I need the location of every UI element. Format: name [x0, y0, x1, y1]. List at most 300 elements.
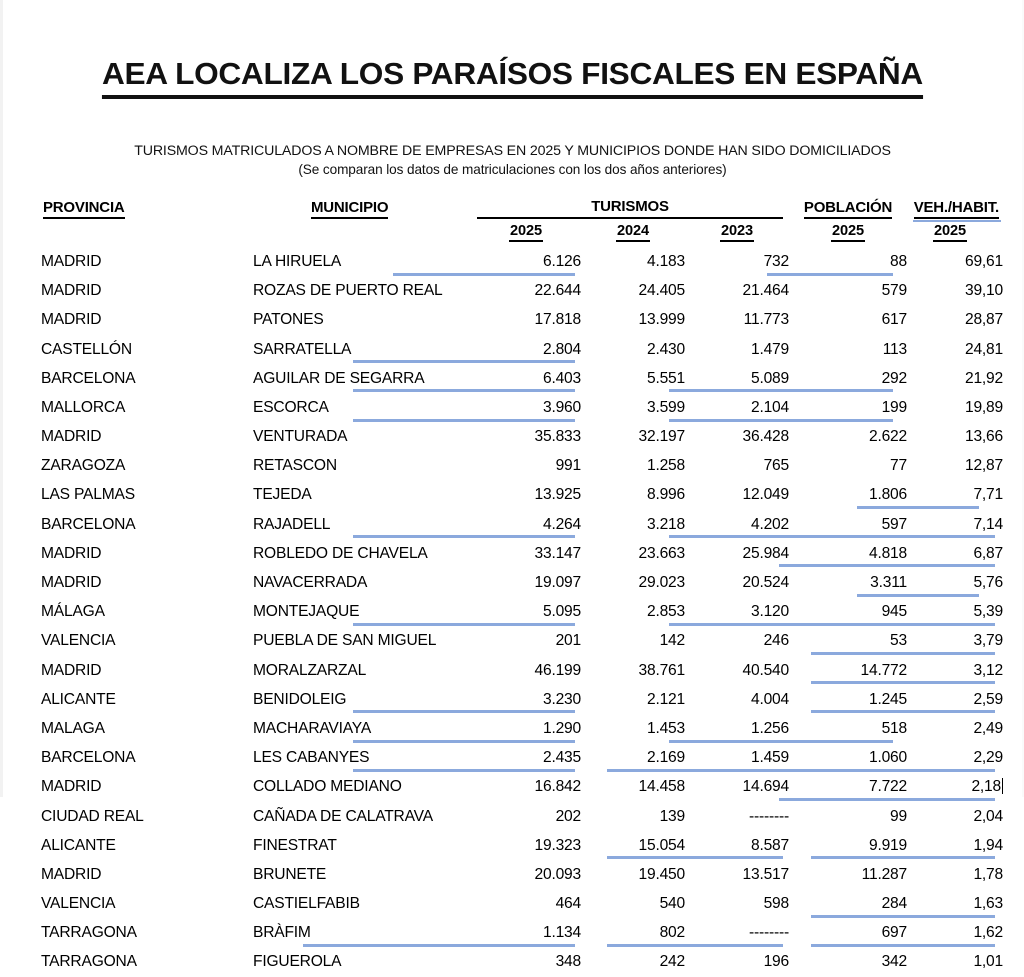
cell-poblacion[interactable]: [789, 568, 907, 597]
table-row[interactable]: [41, 744, 1003, 773]
cell-provincia-value: ALICANTE: [41, 690, 116, 708]
cell-turismos-2023-value: 13.517: [742, 865, 789, 883]
cell-provincia-value: VALENCIA: [41, 895, 116, 913]
table-row[interactable]: [41, 831, 1003, 860]
cell-poblacion[interactable]: [789, 247, 907, 276]
cell-turismos-2024-value: 2.430: [646, 340, 685, 358]
table-row[interactable]: [41, 306, 1003, 335]
cell-turismos-2024[interactable]: [581, 714, 685, 743]
cell-provincia-value: MALLORCA: [41, 398, 126, 416]
cell-turismos-2024[interactable]: [581, 948, 685, 977]
cell-poblacion[interactable]: [789, 335, 907, 364]
cell-municipio-value: BRUNETE: [253, 865, 327, 883]
cell-provincia[interactable]: [41, 860, 253, 889]
cell-turismos-2024-value: 1.258: [646, 457, 685, 475]
cell-veh-habit[interactable]: [907, 773, 1003, 802]
cell-veh-habit[interactable]: [907, 656, 1003, 685]
cell-poblacion[interactable]: [789, 423, 907, 452]
cell-turismos-2023[interactable]: [685, 890, 789, 919]
cell-poblacion-value: 697: [881, 924, 907, 942]
cell-veh-habit[interactable]: [907, 452, 1003, 481]
cell-provincia[interactable]: [41, 744, 253, 773]
cell-turismos-2025-value: 35.833: [534, 428, 581, 446]
cell-provincia[interactable]: [41, 714, 253, 743]
cell-veh-habit[interactable]: [907, 627, 1003, 656]
cell-turismos-2024-value: 2.853: [646, 603, 685, 621]
table-row[interactable]: [41, 364, 1003, 393]
cell-veh-habit[interactable]: [907, 335, 1003, 364]
cell-turismos-2025[interactable]: [471, 452, 581, 481]
cell-provincia-value: MADRID: [41, 252, 102, 270]
cell-turismos-2025[interactable]: [471, 247, 581, 276]
cell-turismos-2025[interactable]: [471, 481, 581, 510]
cell-poblacion[interactable]: [789, 539, 907, 568]
cell-veh-habit-value: 1,78: [973, 865, 1003, 883]
cell-municipio[interactable]: [253, 744, 471, 773]
cell-turismos-2023[interactable]: [685, 277, 789, 306]
cell-turismos-2025-value: 19.097: [534, 574, 581, 592]
cell-municipio[interactable]: [253, 860, 471, 889]
table-row[interactable]: [41, 335, 1003, 364]
cell-turismos-2023[interactable]: [685, 714, 789, 743]
table-row[interactable]: [41, 277, 1003, 306]
cell-municipio[interactable]: [253, 393, 471, 422]
cell-poblacion[interactable]: [789, 685, 907, 714]
cell-provincia[interactable]: [41, 335, 253, 364]
cell-poblacion[interactable]: [789, 306, 907, 335]
cell-turismos-2024[interactable]: [581, 481, 685, 510]
cell-turismos-2025[interactable]: [471, 656, 581, 685]
cell-turismos-2023[interactable]: [685, 948, 789, 977]
cell-provincia-value: MADRID: [41, 574, 102, 592]
cell-municipio[interactable]: [253, 452, 471, 481]
cell-provincia-value: VALENCIA: [41, 632, 116, 650]
cell-turismos-2025[interactable]: [471, 919, 581, 948]
cell-turismos-2025-value: 16.842: [534, 778, 581, 796]
cell-turismos-2024[interactable]: [581, 685, 685, 714]
cell-municipio[interactable]: [253, 247, 471, 276]
cell-turismos-2023-value: 2.104: [750, 398, 789, 416]
cell-turismos-2023[interactable]: [685, 423, 789, 452]
cell-turismos-2025-value: 202: [555, 807, 581, 825]
cell-turismos-2025[interactable]: [471, 627, 581, 656]
cell-turismos-2024[interactable]: [581, 773, 685, 802]
cell-turismos-2024[interactable]: [581, 364, 685, 393]
cell-provincia[interactable]: [41, 247, 253, 276]
cell-turismos-2025[interactable]: [471, 744, 581, 773]
cell-provincia[interactable]: [41, 685, 253, 714]
cell-veh-habit[interactable]: [907, 568, 1003, 597]
cell-poblacion-value: 53: [890, 632, 907, 650]
cell-veh-habit-value: 1,94: [973, 836, 1003, 854]
cell-turismos-2023[interactable]: [685, 860, 789, 889]
cell-provincia[interactable]: [41, 919, 253, 948]
cell-turismos-2023[interactable]: [685, 481, 789, 510]
cell-turismos-2024[interactable]: [581, 452, 685, 481]
cell-veh-habit-value: 24,81: [964, 340, 1003, 358]
cell-turismos-2023[interactable]: [685, 831, 789, 860]
cell-turismos-2024[interactable]: [581, 627, 685, 656]
cell-veh-habit-value: 5,76: [973, 574, 1003, 592]
cell-provincia-value: LAS PALMAS: [41, 486, 135, 504]
cell-poblacion-value: 617: [881, 311, 907, 329]
cell-turismos-2025[interactable]: [471, 393, 581, 422]
cell-turismos-2023[interactable]: [685, 598, 789, 627]
table-row[interactable]: [41, 598, 1003, 627]
cell-veh-habit-value: 7,71: [973, 486, 1003, 504]
cell-turismos-2023-value: 14.694: [742, 778, 789, 796]
cell-municipio[interactable]: [253, 627, 471, 656]
cell-turismos-2023[interactable]: [685, 247, 789, 276]
cell-poblacion-value: 518: [881, 719, 907, 737]
table-row[interactable]: [41, 773, 1003, 802]
cell-turismos-2023-value: 196: [763, 953, 789, 971]
cell-turismos-2025-value: 33.147: [534, 544, 581, 562]
table-row[interactable]: [41, 685, 1003, 714]
cell-turismos-2023[interactable]: [685, 685, 789, 714]
cell-poblacion[interactable]: [789, 598, 907, 627]
cell-provincia-value: BARCELONA: [41, 749, 136, 767]
cell-veh-habit[interactable]: [907, 860, 1003, 889]
cell-turismos-2025[interactable]: [471, 423, 581, 452]
subheader-veh-habit-2025-label: 2025: [933, 223, 967, 242]
cell-turismos-2025-value: 348: [555, 953, 581, 971]
cell-municipio[interactable]: [253, 714, 471, 743]
cell-turismos-2024[interactable]: [581, 831, 685, 860]
cell-turismos-2025[interactable]: [471, 598, 581, 627]
cell-turismos-2025[interactable]: [471, 773, 581, 802]
subheader-poblacion-2025-label: 2025: [831, 223, 865, 242]
cell-provincia-value: MADRID: [41, 661, 102, 679]
cell-poblacion[interactable]: [789, 860, 907, 889]
cell-turismos-2025-value: 17.818: [534, 311, 581, 329]
cell-turismos-2023-value: 598: [763, 895, 789, 913]
cell-turismos-2023[interactable]: [685, 627, 789, 656]
cell-municipio[interactable]: [253, 510, 471, 539]
cell-turismos-2024[interactable]: [581, 510, 685, 539]
cell-turismos-2024[interactable]: [581, 423, 685, 452]
cell-turismos-2024[interactable]: [581, 890, 685, 919]
cell-turismos-2023[interactable]: [685, 393, 789, 422]
cell-turismos-2023-value: 1.256: [750, 719, 789, 737]
subtitle-line-1: TURISMOS MATRICULADOS A NOMBRE DE EMPRESAS EN 2025 Y MUNICIPIOS DONDE HAN SIDO DOMICILIADOS: [134, 143, 891, 160]
cell-poblacion-value: 77: [890, 457, 907, 475]
cell-municipio[interactable]: [253, 948, 471, 977]
table-row[interactable]: [41, 510, 1003, 539]
cell-turismos-2023[interactable]: [685, 335, 789, 364]
cell-municipio[interactable]: [253, 306, 471, 335]
cell-turismos-2023[interactable]: [685, 452, 789, 481]
cell-turismos-2023[interactable]: [685, 656, 789, 685]
cell-turismos-2023[interactable]: [685, 568, 789, 597]
cell-turismos-2025[interactable]: [471, 539, 581, 568]
table-row[interactable]: [41, 656, 1003, 685]
cell-turismos-2023[interactable]: [685, 306, 789, 335]
cell-turismos-2025[interactable]: [471, 277, 581, 306]
cell-veh-habit[interactable]: [907, 948, 1003, 977]
cell-turismos-2023-value: 8.587: [750, 836, 789, 854]
cell-turismos-2025-value: 3.960: [542, 398, 581, 416]
cell-provincia[interactable]: [41, 890, 253, 919]
cell-veh-habit[interactable]: [907, 685, 1003, 714]
cell-turismos-2024[interactable]: [581, 860, 685, 889]
cell-provincia[interactable]: [41, 481, 253, 510]
table-row[interactable]: [41, 481, 1003, 510]
cell-turismos-2025[interactable]: [471, 364, 581, 393]
cell-municipio[interactable]: [253, 890, 471, 919]
cell-veh-habit[interactable]: [907, 277, 1003, 306]
cell-turismos-2023[interactable]: [685, 744, 789, 773]
cell-poblacion[interactable]: [789, 656, 907, 685]
subheader-turismos-2024-label: 2024: [616, 223, 650, 242]
cell-turismos-2024[interactable]: [581, 656, 685, 685]
cell-turismos-2024-value: 8.996: [646, 486, 685, 504]
cell-municipio[interactable]: [253, 656, 471, 685]
table-row[interactable]: [41, 627, 1003, 656]
cell-turismos-2023[interactable]: [685, 802, 789, 831]
table-row[interactable]: [41, 890, 1003, 919]
cell-turismos-2024-value: 2.169: [646, 749, 685, 767]
cell-veh-habit[interactable]: [907, 831, 1003, 860]
cell-veh-habit[interactable]: [907, 423, 1003, 452]
column-header-municipio-label: MUNICIPIO: [311, 199, 388, 219]
cell-turismos-2025[interactable]: [471, 685, 581, 714]
table-row[interactable]: [41, 860, 1003, 889]
subheader-turismos-2025-label: 2025: [509, 223, 543, 242]
column-header-veh-habit-label: VEH./HABIT.: [914, 199, 999, 219]
cell-provincia[interactable]: [41, 452, 253, 481]
cell-veh-habit[interactable]: [907, 364, 1003, 393]
cell-poblacion-value: 4.818: [868, 544, 907, 562]
cell-turismos-2025[interactable]: [471, 335, 581, 364]
cell-poblacion[interactable]: [789, 510, 907, 539]
cell-veh-habit[interactable]: [907, 510, 1003, 539]
cell-turismos-2024[interactable]: [581, 598, 685, 627]
table-row[interactable]: [41, 423, 1003, 452]
cell-poblacion-value: 945: [881, 603, 907, 621]
column-header-poblacion-label: POBLACIÓN: [804, 199, 892, 219]
cell-provincia[interactable]: [41, 539, 253, 568]
cell-turismos-2024-value: 139: [659, 807, 685, 825]
cell-turismos-2023-value: 21.464: [742, 282, 789, 300]
cell-veh-habit-value: 1,62: [973, 924, 1003, 942]
cell-provincia[interactable]: [41, 656, 253, 685]
cell-municipio-value: LA HIRUELA: [253, 252, 342, 270]
cell-poblacion[interactable]: [789, 831, 907, 860]
cell-poblacion[interactable]: [789, 481, 907, 510]
table-row[interactable]: [41, 247, 1003, 276]
cell-turismos-2023[interactable]: [685, 364, 789, 393]
cell-municipio-value: COLLADO MEDIANO: [253, 778, 402, 796]
cell-poblacion[interactable]: [789, 277, 907, 306]
cell-municipio[interactable]: [253, 773, 471, 802]
cell-poblacion-value: 1.060: [868, 749, 907, 767]
subheader-poblacion-2025: [789, 221, 907, 247]
cell-veh-habit-value: 12,87: [964, 457, 1003, 475]
cell-turismos-2024-value: 38.761: [638, 661, 685, 679]
table-row[interactable]: [41, 714, 1003, 743]
cell-provincia[interactable]: [41, 627, 253, 656]
veh-habit-blue-rule: [913, 220, 1001, 222]
cell-provincia-value: TARRAGONA: [41, 924, 137, 942]
cell-veh-habit[interactable]: [907, 481, 1003, 510]
cell-provincia[interactable]: [41, 306, 253, 335]
cell-poblacion[interactable]: [789, 627, 907, 656]
cell-turismos-2023[interactable]: [685, 773, 789, 802]
cell-poblacion-value: 1.806: [868, 486, 907, 504]
cell-veh-habit-value: 13,66: [964, 428, 1003, 446]
table-row[interactable]: [41, 568, 1003, 597]
subtitle-block: [3, 143, 1022, 177]
cell-poblacion[interactable]: [789, 364, 907, 393]
cell-municipio[interactable]: [253, 277, 471, 306]
cell-municipio-value: RETASCON: [253, 457, 337, 475]
cell-municipio[interactable]: [253, 364, 471, 393]
cell-provincia[interactable]: [41, 364, 253, 393]
cell-municipio-value: ESCORCA: [253, 398, 329, 416]
subheader-spacer-provincia: [41, 221, 253, 247]
table-head: [41, 198, 1003, 247]
cell-provincia[interactable]: [41, 948, 253, 977]
cell-veh-habit[interactable]: [907, 598, 1003, 627]
cell-provincia[interactable]: [41, 802, 253, 831]
cell-turismos-2024[interactable]: [581, 277, 685, 306]
cell-poblacion-value: 3.311: [870, 574, 907, 592]
cell-turismos-2025[interactable]: [471, 948, 581, 977]
cell-turismos-2023[interactable]: [685, 539, 789, 568]
column-header-veh-habit: [907, 198, 1003, 221]
cell-veh-habit[interactable]: [907, 539, 1003, 568]
cell-poblacion-value: 2.622: [868, 428, 907, 446]
cell-poblacion[interactable]: [789, 948, 907, 977]
cell-provincia[interactable]: [41, 423, 253, 452]
cell-poblacion[interactable]: [789, 773, 907, 802]
cell-turismos-2024[interactable]: [581, 539, 685, 568]
cell-turismos-2025[interactable]: [471, 802, 581, 831]
table-row[interactable]: [41, 919, 1003, 948]
table-row[interactable]: [41, 802, 1003, 831]
cell-poblacion[interactable]: [789, 714, 907, 743]
cell-municipio-value: LES CABANYES: [253, 749, 370, 767]
cell-turismos-2025-value: 991: [555, 457, 581, 475]
cell-veh-habit-value: 5,39: [973, 603, 1003, 621]
cell-turismos-2024[interactable]: [581, 306, 685, 335]
cell-poblacion[interactable]: [789, 452, 907, 481]
cell-turismos-2025[interactable]: [471, 568, 581, 597]
cell-provincia[interactable]: [41, 598, 253, 627]
cell-veh-habit[interactable]: [907, 393, 1003, 422]
cell-veh-habit[interactable]: [907, 744, 1003, 773]
cell-veh-habit[interactable]: [907, 919, 1003, 948]
cell-turismos-2024-value: 3.599: [646, 398, 685, 416]
cell-turismos-2025-value: 1.290: [542, 719, 581, 737]
cell-municipio[interactable]: [253, 423, 471, 452]
cell-turismos-2023-value: 4.004: [750, 690, 789, 708]
cell-municipio[interactable]: [253, 568, 471, 597]
cell-provincia[interactable]: [41, 277, 253, 306]
cell-turismos-2025[interactable]: [471, 860, 581, 889]
cell-veh-habit[interactable]: [907, 247, 1003, 276]
cell-turismos-2023-value: 765: [763, 457, 789, 475]
cell-municipio[interactable]: [253, 919, 471, 948]
cell-turismos-2024[interactable]: [581, 802, 685, 831]
cell-municipio-value: MONTEJAQUE: [253, 603, 360, 621]
cell-veh-habit-value: 2,59: [973, 690, 1003, 708]
cell-turismos-2023[interactable]: [685, 510, 789, 539]
table-row[interactable]: [41, 393, 1003, 422]
cell-municipio-value: FIGUEROLA: [253, 953, 342, 971]
cell-turismos-2024-value: 242: [659, 953, 685, 971]
table-row[interactable]: [41, 539, 1003, 568]
cell-veh-habit[interactable]: [907, 890, 1003, 919]
cell-turismos-2024-value: 142: [659, 632, 685, 650]
cell-provincia[interactable]: [41, 568, 253, 597]
cell-veh-habit[interactable]: [907, 306, 1003, 335]
cell-poblacion-value: 11.287: [861, 865, 907, 883]
cell-turismos-2025[interactable]: [471, 510, 581, 539]
cell-municipio[interactable]: [253, 481, 471, 510]
cell-poblacion[interactable]: [789, 919, 907, 948]
cell-turismos-2025[interactable]: [471, 714, 581, 743]
cell-turismos-2025[interactable]: [471, 831, 581, 860]
cell-provincia[interactable]: [41, 831, 253, 860]
cell-municipio[interactable]: [253, 685, 471, 714]
cell-turismos-2025[interactable]: [471, 890, 581, 919]
cell-provincia[interactable]: [41, 773, 253, 802]
column-header-municipio: [253, 198, 471, 221]
cell-turismos-2025[interactable]: [471, 306, 581, 335]
cell-poblacion[interactable]: [789, 393, 907, 422]
cell-municipio-value: SARRATELLA: [253, 340, 352, 358]
cell-turismos-2023-value: 3.120: [750, 603, 789, 621]
cell-municipio[interactable]: [253, 831, 471, 860]
cell-turismos-2024-value: 1.453: [646, 719, 685, 737]
cell-veh-habit-value: 1,01: [973, 953, 1003, 971]
table-row[interactable]: [41, 948, 1003, 977]
cell-turismos-2024[interactable]: [581, 247, 685, 276]
cell-turismos-2024[interactable]: [581, 919, 685, 948]
cell-municipio-value: FINESTRAT: [253, 836, 337, 854]
cell-turismos-2025-value: 19.323: [534, 836, 581, 854]
subheader-turismos-2025: [471, 221, 581, 247]
cell-provincia-value: MADRID: [41, 865, 102, 883]
cell-turismos-2025-value: 13.925: [534, 486, 581, 504]
cell-turismos-2024-value: 15.054: [638, 836, 685, 854]
cell-provincia[interactable]: [41, 393, 253, 422]
cell-turismos-2024[interactable]: [581, 335, 685, 364]
header-row-groups: [41, 198, 1003, 221]
cell-poblacion[interactable]: [789, 744, 907, 773]
cell-poblacion-value: 579: [881, 282, 907, 300]
cell-turismos-2024[interactable]: [581, 393, 685, 422]
cell-poblacion[interactable]: [789, 890, 907, 919]
cell-municipio[interactable]: [253, 539, 471, 568]
cell-municipio[interactable]: [253, 335, 471, 364]
cell-veh-habit[interactable]: [907, 714, 1003, 743]
cell-turismos-2024[interactable]: [581, 568, 685, 597]
cell-poblacion[interactable]: [789, 802, 907, 831]
cell-turismos-2023[interactable]: [685, 919, 789, 948]
cell-veh-habit[interactable]: [907, 802, 1003, 831]
cell-municipio[interactable]: [253, 598, 471, 627]
cell-provincia-value: ZARAGOZA: [41, 457, 126, 475]
cell-turismos-2024-value: 14.458: [638, 778, 685, 796]
cell-turismos-2024[interactable]: [581, 744, 685, 773]
cell-municipio[interactable]: [253, 802, 471, 831]
table-row[interactable]: [41, 452, 1003, 481]
cell-provincia[interactable]: [41, 510, 253, 539]
cell-provincia-value: TARRAGONA: [41, 953, 137, 971]
